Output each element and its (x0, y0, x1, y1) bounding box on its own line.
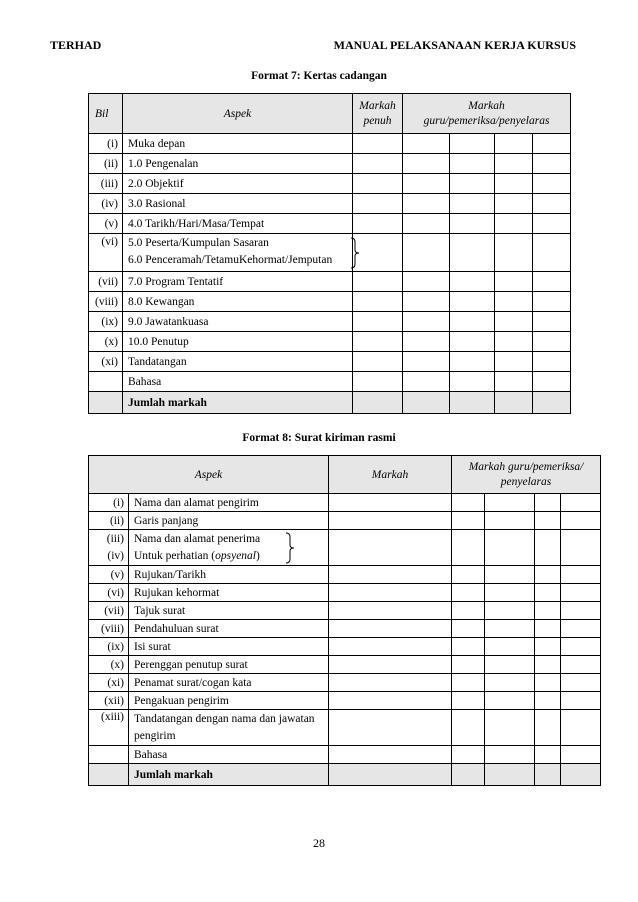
table-row: (i) Nama dan alamat pengirim (89, 494, 601, 512)
col-aspek: Aspek (123, 94, 353, 134)
table-row: (ix) Isi surat (89, 638, 601, 656)
table-row: (x) Perenggan penutup surat (89, 656, 601, 674)
table-row: (ix) 9.0 Jawatankuasa (89, 312, 571, 332)
page-number: 28 (313, 836, 325, 850)
brace-icon (285, 532, 295, 564)
col-markah-guru: Markah guru/pemeriksa/penyelaras (403, 94, 571, 134)
table-row: Bahasa (89, 372, 571, 392)
table-row: (xiii) Tandatangan dengan nama dan jawatan pengirim (89, 710, 601, 746)
table-row: (i) Muka depan (89, 134, 571, 154)
format8-table (88, 455, 601, 786)
table-row: (iii) (iv) Nama dan alamat penerima Untuk perhatian (opsyenal) (89, 530, 601, 566)
table-row: (xi) Tandatangan (89, 352, 571, 372)
brace-icon (350, 237, 360, 269)
col-bil: Bil (89, 94, 123, 134)
table-row: (xi) Penamat surat/cogan kata (89, 674, 601, 692)
format7-table (88, 93, 571, 414)
table-row: (ii) 1.0 Pengenalan (89, 154, 571, 174)
table-row: (iii) 2.0 Objektif (89, 174, 571, 194)
header-right: MANUAL PELAKSANAAN KERJA KURSUS (333, 38, 576, 52)
total-row (89, 764, 601, 786)
format7-title: Format 7: Kertas cadangan (251, 70, 387, 82)
table-row: (ii) Garis panjang (89, 512, 601, 530)
table-row: (iv) 3.0 Rasional (89, 194, 571, 214)
table-row: (v) 4.0 Tarikh/Hari/Masa/Tempat (89, 214, 571, 234)
table-row: (xii) Pengakuan pengirim (89, 692, 601, 710)
col-markah-guru: Markah guru/pemeriksa/ penyelaras (452, 456, 601, 494)
table-row: (vii) Tajuk surat (89, 602, 601, 620)
format8-title: Format 8: Surat kiriman rasmi (242, 432, 396, 444)
header-left: TERHAD (50, 38, 102, 52)
col-aspek: Aspek (89, 456, 329, 494)
total-label: Jumlah markah (129, 764, 329, 786)
total-label: Jumlah markah (123, 392, 353, 414)
table-row: (vi) 5.0 Peserta/Kumpulan Sasaran 6.0 Penceramah/TetamuKehormat/Jemputan (89, 234, 571, 272)
table-row: (viii) 8.0 Kewangan (89, 292, 571, 312)
table-row: Bahasa (89, 746, 601, 764)
table-row: (vii) 7.0 Program Tentatif (89, 272, 571, 292)
table-row: (v) Rujukan/Tarikh (89, 566, 601, 584)
table-row: (vi) Rujukan kehormat (89, 584, 601, 602)
table-row: (x) 10.0 Penutup (89, 332, 571, 352)
total-row (89, 392, 571, 414)
col-markah-penuh: Markah penuh (353, 94, 403, 134)
col-markah: Markah (329, 456, 452, 494)
table-row: (viii) Pendahuluan surat (89, 620, 601, 638)
